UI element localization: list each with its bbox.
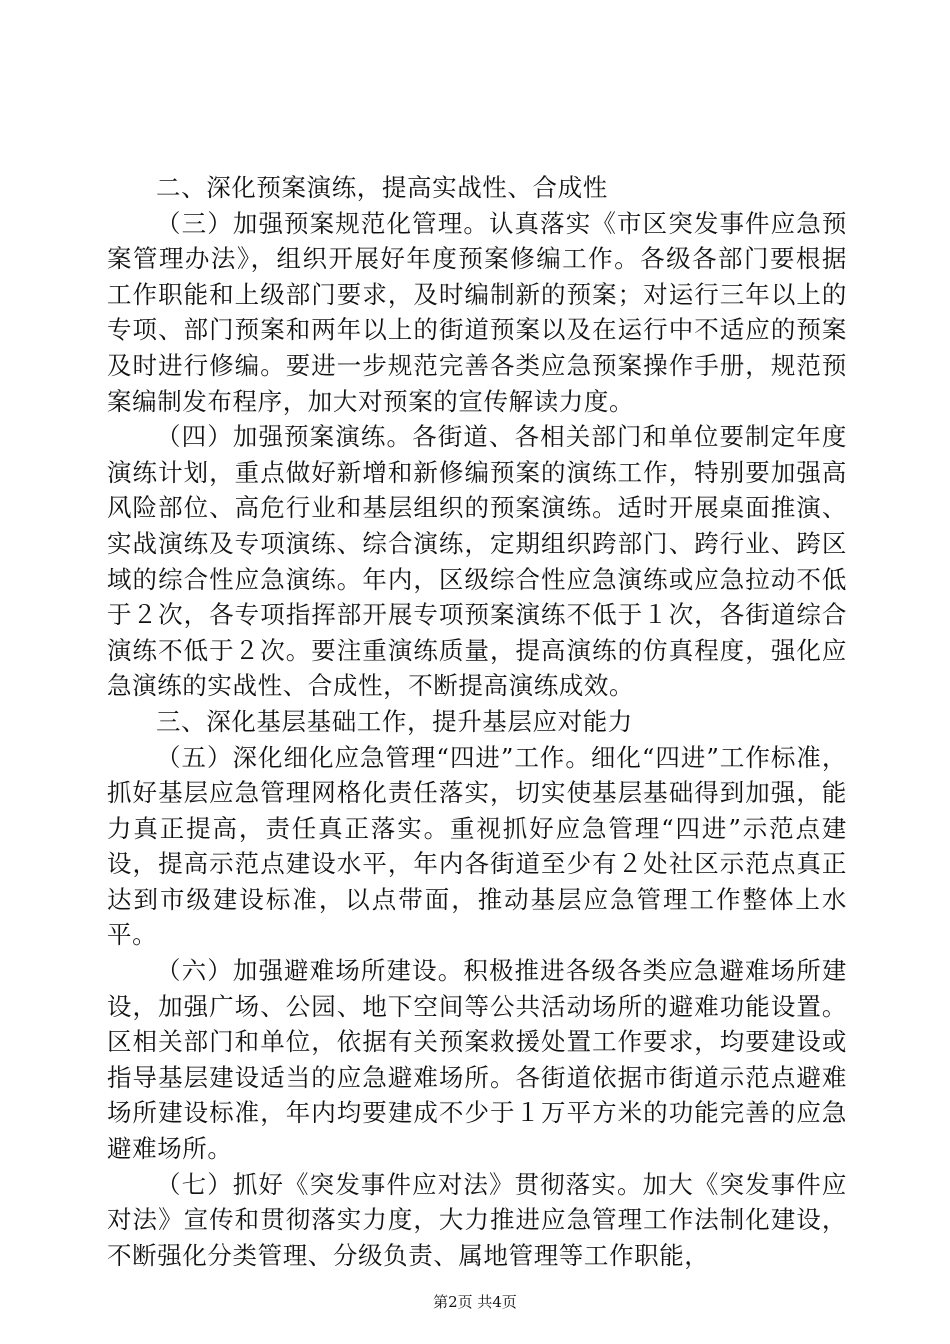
section-heading-3: 三、深化基层基础工作，提升基层应对能力 (156, 706, 633, 736)
paragraph-3: （三）加强预案规范化管理。认真落实《市区突发事件应急预案管理办法》，组织开展好年度预案修编工作。各级各部门要根据工作职能和上级部门要求，及时编制新的预案；对运行三年以上的专项、部门预案和两年以上的街道预案以及在运行中不适应的预案及时进行修编。要进一步规范完善各类应急预案操作手册，规范预案编制发布程序，加大对预案的宣传解读力度。 (107, 208, 847, 416)
paragraph-4: （四）加强预案演练。各街道、各相关部门和单位要制定年度演练计划，重点做好新增和新修编预案的演练工作，特别要加强高风险部位、高危行业和基层组织的预案演练。适时开展桌面推演、实战演练及专项演练、综合演练，定期组织跨部门、跨行业、跨区域的综合性应急演练。年内，区级综合性应急演练或应急拉动不低于２次，各专项指挥部开展专项预案演练不低于１次，各街道综合演练不低于２次。要注重演练质量，提高演练的仿真程度，强化应急演练的实战性、合成性，不断提高演练成效。 (107, 422, 847, 701)
section-heading-2: 二、深化预案演练，提高实战性、合成性 (156, 173, 608, 202)
paragraph-7: （七）抓好《突发事件应对法》贯彻落实。加大《突发事件应对法》宣传和贯彻落实力度，大力推进应急管理工作法制化建设，不断强化分类管理、分级负责、属地管理等工作职能， (107, 1169, 847, 1270)
paragraph-6: （六）加强避难场所建设。积极推进各级各类应急避难场所建设，加强广场、公园、地下空间等公共活动场所的避难功能设置。区相关部门和单位，依据有关预案救援处置工作要求，均要建设或指导基层建设适当的应急避难场所。各街道依据市街道示范点避难场所建设标准，年内均要建成不少于１万平方米的功能完善的应急避难场所。 (107, 956, 847, 1164)
page-footer: 第2页 共4页 (433, 1293, 517, 1311)
paragraph-5: （五）深化细化应急管理“四进”工作。细化“四进”工作标准，抓好基层应急管理网格化责任落实，切实使基层基础得到加强，能力真正提高，责任真正落实。重视抓好应急管理“四进”示范点建设，提高示范点建设水平，年内各街道至少有２处社区示范点真正达到市级建设标准，以点带面，推动基层应急管理工作整体上水平。 (107, 742, 847, 950)
document-body (107, 170, 847, 1273)
